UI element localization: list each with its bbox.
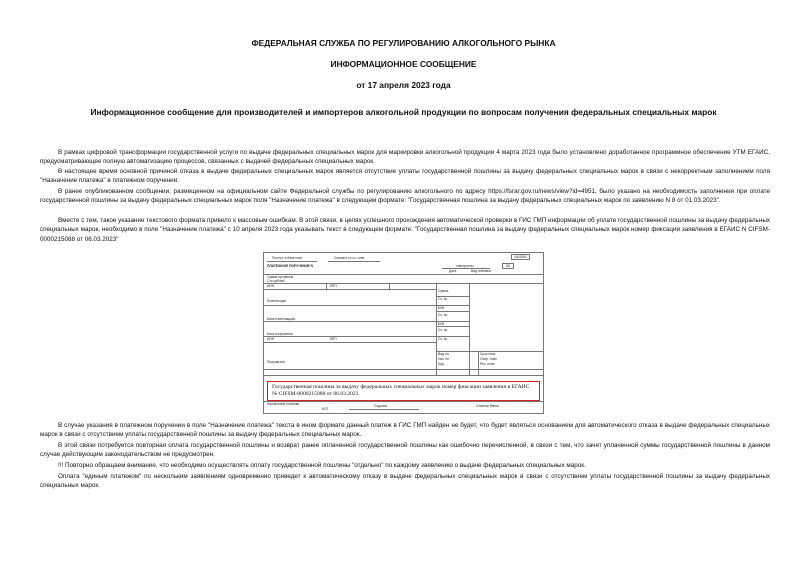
payer-label: Плательщик <box>267 299 286 303</box>
recipient-label: Получатель <box>267 360 286 364</box>
recipient-inn-label: ИНН <box>267 337 275 341</box>
kpp-label: КПП <box>330 284 337 288</box>
status-field: 08 <box>502 263 514 269</box>
op-type-label: Вид оп. <box>438 352 450 356</box>
paragraph-6: В этой связи потребуется повторная оплата государственной пошлины и возврат ранее оплаченной государственной пошлины как ошибочно перечисленной, в связи с тем, что зачет уплаченной суммы государственной пошлины в данном случае действующим законодательством не предусмотрен. <box>40 442 770 459</box>
payment-order-form <box>263 252 544 414</box>
code-label: Код <box>438 362 444 366</box>
pay-type-label: Вид платежа <box>471 269 491 273</box>
doc-type: ИНФОРМАЦИОННОЕ СООБЩЕНИЕ <box>330 59 477 69</box>
purpose-label: Назначение платежа <box>267 402 300 406</box>
paragraph-7: !!! Повторно обращаем внимание, что необходимо осуществлять оплату государственной пошлины "отдельно" по каждому заявлению о выдаче федеральных специальных марок. <box>58 462 586 469</box>
paragraph-3: В ранее опубликованном сообщении, размещенном на официальном сайте Федеральной службы по регулированию алкогольного по адресу https://fsrar.gov.ru/news/view?id=4951, было указано на необходимость заполнения при оплате государственной пошлины за выдачу федеральных специальных марок поля "Назначение платежа" в следующем формате: "Государственная пошлина за выдачу федеральных специальных марок по заявлению N 8 от 01.03.2023". <box>40 188 770 205</box>
debited-label: Списано со сч. плат. <box>334 256 366 260</box>
payer-bank-account-label: Сч. № <box>438 313 448 317</box>
date-label: Дата <box>449 269 457 273</box>
electronic-label: электронно <box>456 264 474 268</box>
pay-term-label: Срок плат. <box>480 352 496 356</box>
paragraph-8: Оплата "единым платежом" по нескольким заявлениям одновременно приведет к автоматическому отказу в выдаче федеральных специальных марок в связи с отсутствием уплаты государственной пошлины за выдачу федеральных специальных марок. <box>40 473 770 490</box>
amount-label: Сумма <box>438 289 449 293</box>
purpose-code-label: Наз. пл. <box>438 357 451 361</box>
recipient-bank-account-label: Сч. № <box>438 328 448 332</box>
bank-marks-label: Отметки банка <box>476 404 499 408</box>
purpose-highlight-box <box>267 381 540 401</box>
recipient-account-label: Сч. № <box>438 337 448 341</box>
form-code: 0401060 <box>511 254 530 260</box>
agency-name: ФЕДЕРАЛЬНАЯ СЛУЖБА ПО РЕГУЛИРОВАНИЮ АЛКОГОЛЬНОГО РЫНКА <box>251 38 556 48</box>
received-label: Поступ. в банк плат. <box>272 256 303 260</box>
amount-words-value: Сто рублей <box>267 279 285 283</box>
purpose-text: Государственная пошлина за выдачу федеральных специальных марок номер фиксации заявления в ЕГАИС № CIFSM-0000215088 от 06.03.2023 <box>272 384 530 398</box>
pay-order-label: Очер. плат. <box>480 357 498 361</box>
recipient-bik-label: БИК <box>438 322 445 326</box>
amount-words-label: Сумма прописью <box>267 275 294 279</box>
doc-date: от 17 апреля 2023 года <box>356 80 451 90</box>
paragraph-4: Вместе с тем, такое указание текстового формата привело к массовым ошибкам. В этой связи, в целях успешного прохождения автоматической проверки в ГИС ГМП информации об уплате государственной пошлины за выдачу федеральных специальных марок, необходимо в поле "Назначение платежа" с 10 апреля 2023 года указывать текст в следующем формате: "Государственная пошлина за выдачу федеральных специальных марок номер фиксации заявления в ЕГАИС N CIFSM-0000215088 от 06.03.2023" <box>40 217 770 243</box>
order-title: ПЛАТЕЖНОЕ ПОРУЧЕНИЕ N <box>267 264 314 268</box>
recipient-kpp-label: КПП <box>330 337 337 341</box>
payer-bik-label: БИК <box>438 306 445 310</box>
signatures-label: Подписи <box>374 404 388 408</box>
mp-label: М.П. <box>322 407 329 411</box>
recipient-bank-label: Банк получателя <box>267 332 293 336</box>
paragraph-5: В случае указания в платежном поручении в поле "Назначение платежа" текста в ином формате данный платеж в ГИС ГМП найден не будет, что будет являться основанием для автоматического отказа в выдаче федеральных специальных марок в связи с отсутствием уплаты государственной пошлины за выдачу федеральных специальных марок. <box>40 422 770 439</box>
payer-account-label: Сч. № <box>438 297 448 301</box>
res-field-label: Рез. поле <box>480 362 495 366</box>
paragraph-2: В настоящее время основной причиной отказа в выдаче федеральных специальных марок является отсутствие уплаты государственной пошлины за выдачу федеральных специальных марок в связи с некорректным заполнением поля "Назначение платежа" в платежном поручении. <box>40 168 770 185</box>
inn-label: ИНН <box>267 284 275 288</box>
payer-bank-label: Банк плательщика <box>267 317 296 321</box>
doc-subject: Информационное сообщение для производителей и импортеров алкогольной продукции по вопросам получения федеральных специальных марок <box>90 107 717 117</box>
paragraph-1: В рамках цифровой трансформации государственной услуги по выдаче федеральных специальных марок для маркировки алкогольной продукции 4 марта 2023 года было установлено доработанное программное обеспечение УТМ ЕГАИС, предусматривающее полную автоматизацию процессов, связанных с выдачей федеральных специальных марок. <box>40 149 770 166</box>
